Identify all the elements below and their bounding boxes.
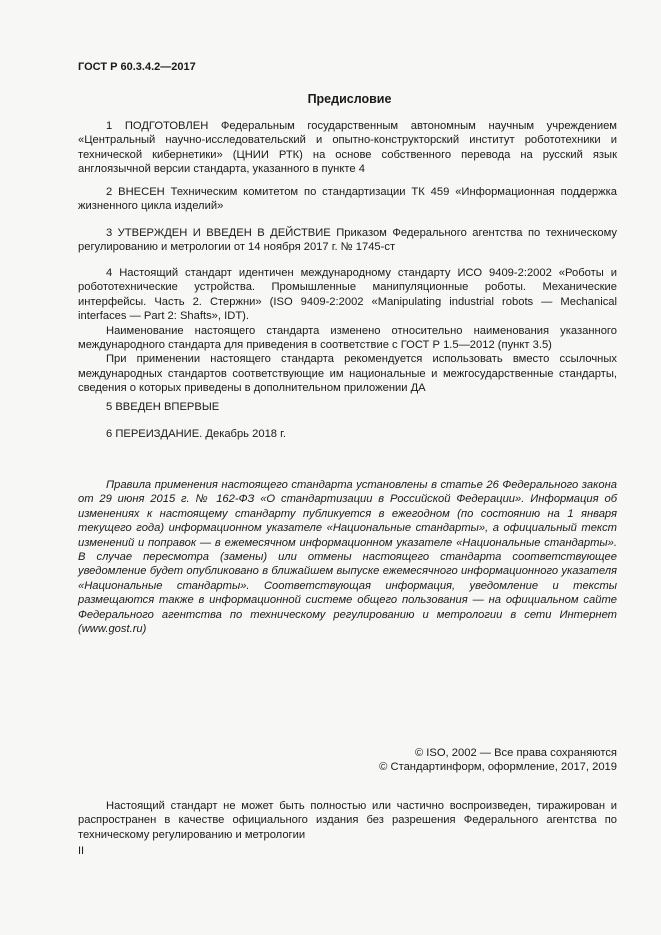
copyright-iso: © ISO, 2002 — Все права сохраняются [414,747,617,759]
notice-text: Правила применения настоящего стандарта установлены в статье 26 Федерального закона от 29 июня 2015 г. № 162-ФЗ «О стандартизации в Российской Федерации». Информация об изменениях к настоящему стандарту публикуется в ежегодном (по состоянию на 1 января текущего года) информационном указателе «Национальные стандарты», а официальный текст изменений и поправок — в ежемесячном информационном указателе «Национальные стандарты». В случае пересмотра (замены) или отмены настоящего стандарта соответствующее уведомление будет опубликовано в ближайшем выпуске ежемесячного информационного указателя «Национальные стандарты». Соответствующая информация, уведомление и тексты размещаются также в информационной системе общего пользования — на официальном сайте Федерального агентства по техническому регулированию и метрологии в сети Интернет (www.gost.ru) [78,479,617,636]
item-5 [78,400,617,414]
reproduction-notice [78,799,617,842]
item-2-text: 2 ВНЕСЕН Техническим комитетом по стандартизации ТК 459 «Информационная поддержка жизненного цикла изделий» [78,186,617,213]
application-rules-notice [78,478,617,636]
item-4-name-change: Наименование настоящего стандарта изменено относительно наименования указанного международного стандарта для приведения в соответствие с ГОСТ Р 1.5—2012 (пункт 3.5) [78,324,617,352]
item-4 [78,266,617,396]
item-4-text: 4 Настоящий стандарт идентичен международному стандарту ИСО 9409-2:2002 «Роботы и робототехнические устройства. Промышленные манипуляционные роботы. Механические интерфейсы. Часть 2. Стержни» (ISO 9409-2:2002 «Manipulating industrial robots — Mechanical interfaces — Part 2: Shafts», IDT). [78,267,617,323]
page-title: Предисловие [307,92,392,106]
copyright-standartinform: © Стандартинформ, оформление, 2017, 2019 [379,761,617,774]
item-4-reference-note: При применении настоящего стандарта рекомендуется использовать вместо ссылочных международных стандартов соответствующие им национальные и межгосударственные стандарты, сведения о которых приведены в дополнительном приложении ДА [78,353,617,395]
item-2 [78,185,617,214]
page-number: II [78,845,85,857]
item-1 [78,119,617,177]
item-6 [78,427,617,441]
item-1-text: 1 ПОДГОТОВЛЕН Федеральным государственным автономным научным учреждением «Центральный научно-исследовательский и опытно-конструкторский институт робототехники и технической кибернетики» (ЦНИИ РТК) на основе собственного перевода на русский язык англоязычной версии стандарта, указанного в пункте 4 [78,120,617,176]
copyright-block [78,746,617,775]
document-code: ГОСТ Р 60.3.4.2—2017 [78,61,196,73]
item-6-text: 6 ПЕРЕИЗДАНИЕ. Декабрь 2018 г. [106,428,286,440]
item-3 [78,226,617,255]
reproduction-notice-text: Настоящий стандарт не может быть полностью или частично воспроизведен, тиражирован и распространен в качестве официального издания без разрешения Федерального агентства по техническому регулированию и метрологии [78,800,617,841]
item-5-text: 5 ВВЕДЕН ВПЕРВЫЕ [106,401,220,413]
item-3-text: 3 УТВЕРЖДЕН И ВВЕДЕН В ДЕЙСТВИЕ Приказом Федерального агентства по техническому регулированию и метрологии от 14 ноября 2017 г. № 1745-ст [78,227,617,254]
